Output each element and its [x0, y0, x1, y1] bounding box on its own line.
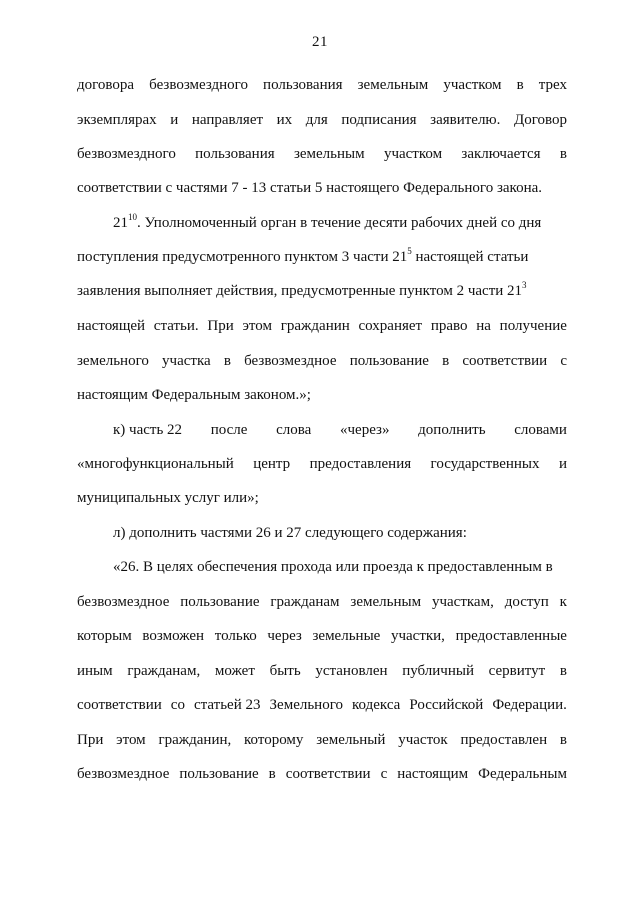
word: центр — [253, 456, 291, 472]
word: «многофункциональный — [77, 456, 234, 472]
word: гражданам, — [127, 663, 201, 679]
word: гражданин, — [158, 732, 232, 748]
text-line — [77, 352, 567, 370]
word: в — [223, 353, 231, 369]
word: экземплярах — [77, 112, 157, 128]
word: этом — [242, 318, 272, 334]
word: для — [305, 112, 328, 128]
word: установлен — [315, 663, 388, 679]
word: сервитут — [488, 663, 546, 679]
word: Земельного — [269, 697, 343, 713]
word: с — [380, 766, 388, 782]
word: трех — [538, 77, 567, 93]
word: подписания — [341, 112, 417, 128]
word: со — [170, 697, 185, 713]
word: безвозмездное — [77, 594, 170, 610]
word: безвозмездное — [244, 353, 337, 369]
word: этом — [116, 732, 146, 748]
text-line — [77, 76, 567, 94]
word: только — [214, 628, 257, 644]
word: предоставления — [309, 456, 412, 472]
word: безвозмездного — [77, 146, 176, 162]
text-line: соответствии с частями 7 - 13 статьи 5 настоящего Федерального закона. — [77, 180, 542, 196]
word: пользование — [179, 766, 259, 782]
word: кодекса — [352, 697, 401, 713]
word: Договор — [513, 112, 567, 128]
text-line — [77, 317, 567, 335]
word: доступ — [504, 594, 549, 610]
word: направляет — [191, 112, 264, 128]
word: участки, — [390, 628, 445, 644]
word: в — [559, 146, 567, 162]
word: соответствии — [77, 697, 162, 713]
word: заявителю. — [430, 112, 501, 128]
word: в — [559, 663, 567, 679]
word: гражданин — [280, 318, 350, 334]
word: в — [268, 766, 276, 782]
text-line — [77, 593, 567, 611]
word: участком — [383, 146, 443, 162]
word: Федеральным — [478, 766, 567, 782]
word: При — [207, 318, 234, 334]
text-line — [77, 662, 567, 680]
word: настоящим — [397, 766, 469, 782]
text-line — [77, 731, 567, 749]
clause-number: 21 — [113, 215, 128, 231]
text-line: настоящим Федеральным законом.»; — [77, 387, 311, 403]
word: в — [442, 353, 450, 369]
page-number: 21 — [312, 34, 328, 50]
superscript: 3 — [522, 280, 527, 290]
word: статьей 23 — [194, 697, 261, 713]
word: участкам, — [431, 594, 494, 610]
text-line — [77, 145, 567, 163]
word: иным — [77, 663, 113, 679]
word: в — [559, 732, 567, 748]
superscript: 10 — [128, 212, 137, 222]
word: быть — [269, 663, 301, 679]
text-run: . Уполномоченный орган в течение десяти рабочих дней со дня — [137, 215, 542, 231]
word: публичный — [402, 663, 474, 679]
superscript: 5 — [407, 246, 412, 256]
paragraph-21-10-first-line — [113, 214, 567, 232]
word: пользование — [180, 594, 260, 610]
word: пользование — [349, 353, 429, 369]
text-line — [77, 248, 567, 266]
word: возможен — [142, 628, 205, 644]
word: Федерации. — [492, 697, 567, 713]
text-line: муниципальных услуг или»; — [77, 490, 259, 506]
word: на — [476, 318, 491, 334]
word: словами — [514, 422, 567, 438]
word: земельным — [350, 594, 422, 610]
word: Российской — [409, 697, 484, 713]
word: сохраняет — [358, 318, 423, 334]
word: предоставленные — [455, 628, 567, 644]
text-line: «26. В целях обеспечения прохода или проезда к предоставленным в — [113, 559, 553, 575]
word: договора — [77, 77, 135, 93]
word: участком — [443, 77, 502, 93]
word: заключается — [461, 146, 541, 162]
word: земельные — [312, 628, 381, 644]
word: гражданам — [270, 594, 340, 610]
word: которому — [244, 732, 304, 748]
word: земельного — [77, 353, 149, 369]
text-line — [77, 282, 567, 300]
word: может — [214, 663, 255, 679]
word: получение — [499, 318, 567, 334]
word: в — [516, 77, 524, 93]
word: дополнить — [418, 422, 486, 438]
word: участка — [162, 353, 211, 369]
text-line — [77, 696, 567, 714]
word: и — [170, 112, 179, 128]
text-line — [77, 627, 567, 645]
word: слова — [276, 422, 312, 438]
word: «через» — [340, 422, 390, 438]
word: к — [559, 594, 567, 610]
word: земельным — [293, 146, 365, 162]
word: настоящей — [77, 318, 146, 334]
word: безвозмездное — [77, 766, 170, 782]
word: участок — [398, 732, 448, 748]
word: государственных — [430, 456, 540, 472]
word: которым — [77, 628, 132, 644]
word: с — [560, 353, 567, 369]
text-line — [77, 765, 567, 783]
word: соответствии — [285, 766, 371, 782]
text-run: настоящей статьи — [411, 249, 529, 265]
text-run: заявления выполняет действия, предусмотренные пунктом 2 части 21 — [77, 283, 523, 299]
word: предоставлен — [460, 732, 548, 748]
text-run: поступления предусмотренного пунктом 3 части 21 — [77, 249, 408, 265]
word: пользования — [195, 146, 275, 162]
word: после — [210, 422, 248, 438]
text-line — [77, 111, 567, 129]
word: При — [77, 732, 104, 748]
word: безвозмездного — [149, 77, 248, 93]
word: их — [276, 112, 293, 128]
word: к) часть 22 — [113, 422, 183, 438]
text-line — [113, 421, 567, 439]
word: земельный — [316, 732, 386, 748]
text-line — [77, 455, 567, 473]
word: и — [558, 456, 567, 472]
text-line: л) дополнить частями 26 и 27 следующего содержания: — [113, 525, 467, 541]
word: через — [267, 628, 302, 644]
word: право — [430, 318, 468, 334]
word: статьи. — [153, 318, 199, 334]
word: пользования — [263, 77, 343, 93]
word: соответствии — [462, 353, 548, 369]
word: земельным — [357, 77, 429, 93]
